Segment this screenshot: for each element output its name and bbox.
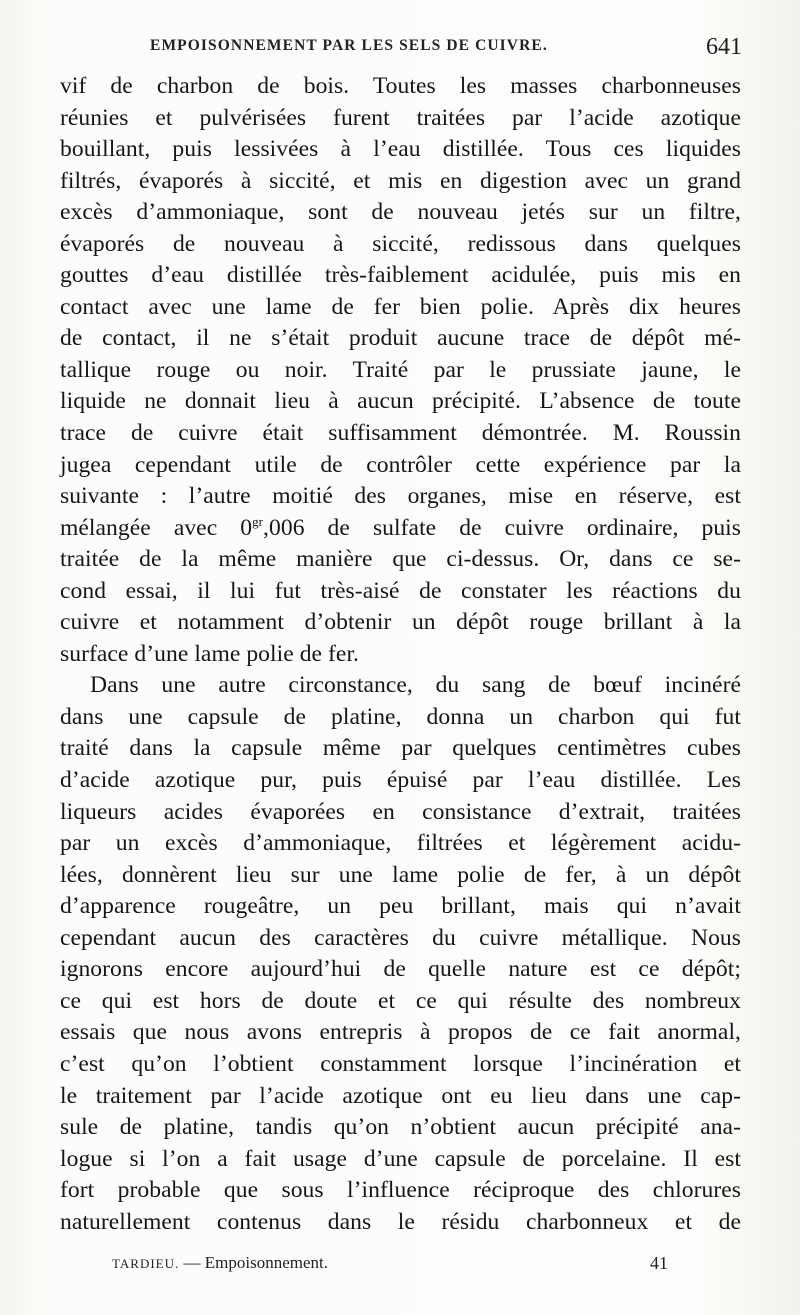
text-line: réunies et pulvérisées furent traitées par l’acide azotique bbox=[60, 104, 741, 131]
text-line: bouillant, puis lessivées à l’eau distillée. Tous ces liquides bbox=[60, 136, 741, 163]
footer-separator: — bbox=[179, 1253, 205, 1272]
text-line: c’est qu’on l’obtient constamment lorsque l’incinération et bbox=[60, 1050, 741, 1077]
text-line: mélangée avec $0^{gr},006$ de sulfate de cuivre ordinaire, puis bbox=[60, 513, 741, 541]
text-line: d’acide azotique pur, puis épuisé par l’eau distillée. Les bbox=[60, 767, 741, 794]
text-line: évaporés de nouveau à siccité, redissous dans quelques bbox=[60, 230, 741, 257]
text-line: fort probable que sous l’influence réciproque des chlorures bbox=[60, 1177, 741, 1204]
text-line: traitée de la même manière que ci-dessus. Or, dans ce se- bbox=[60, 546, 741, 573]
text-line: d’apparence rougeâtre, un peu brillant, mais qui n’avait bbox=[60, 893, 741, 920]
text-line: le traitement par l’acide azotique ont eu lieu dans une cap- bbox=[60, 1082, 741, 1109]
text-line: vif de charbon de bois. Toutes les masses charbonneuses bbox=[60, 73, 741, 99]
text-line: sule de platine, tandis qu’on n’obtient aucun précipité ana- bbox=[60, 1114, 741, 1141]
text-line: gouttes d’eau distillée très-faiblement acidulée, puis mis en bbox=[60, 262, 741, 289]
text-line: ignorons encore aujourd’hui de quelle nature est ce dépôt; bbox=[60, 956, 741, 983]
text-line: logue si l’on a fait usage d’une capsule de porcelaine. Il est bbox=[60, 1145, 741, 1172]
footer-author: TARDIEU. bbox=[112, 1256, 180, 1271]
paragraph bbox=[60, 670, 741, 1238]
text-line: ce qui est hors de doute et ce qui résulte des nombreux bbox=[60, 987, 741, 1014]
text-line: par un excès d’ammoniaque, filtrées et légèrement acidu- bbox=[60, 830, 741, 857]
text-line: cependant aucun des caractères du cuivre métallique. Nous bbox=[60, 924, 741, 951]
text-line: de contact, il ne s’était produit aucune trace de dépôt mé- bbox=[60, 325, 741, 352]
text-line: filtrés, évaporés à siccité, et mis en digestion avec un grand bbox=[60, 167, 741, 194]
text-line: suivante : l’autre moitié des organes, mise en réserve, est bbox=[60, 483, 741, 510]
text-line: lées, donnèrent lieu sur une lame polie de fer, à un dépôt bbox=[60, 861, 741, 888]
text-line: dans une capsule de platine, donna un charbon qui fut bbox=[60, 703, 741, 730]
text-line: surface d’une lame polie de fer. bbox=[60, 640, 359, 667]
text-line: Dans une autre circonstance, du sang de bœuf incinéré bbox=[90, 672, 741, 699]
text-line: essais que nous avons entrepris à propos de ce fait anormal, bbox=[60, 1019, 741, 1046]
page-number: 641 bbox=[706, 34, 742, 60]
footer-book-title: Empoisonnement. bbox=[204, 1253, 328, 1272]
running-title: EMPOISONNEMENT PAR LES SELS DE CUIVRE. bbox=[150, 37, 548, 54]
running-header bbox=[150, 34, 742, 68]
text-line: jugea cependant utile de contrôler cette expérience par la bbox=[60, 451, 741, 478]
text-line: cuivre et notamment d’obtenir un dépôt rouge brillant à la bbox=[60, 609, 741, 636]
text-line: trace de cuivre était suffisamment démontrée. M. Roussin bbox=[60, 420, 741, 447]
text-line: tallique rouge ou noir. Traité par le prussiate jaune, le bbox=[60, 356, 741, 383]
text-line: excès d’ammoniaque, sont de nouveau jetés sur un filtre, bbox=[60, 199, 741, 226]
text-line: liquide ne donnait lieu à aucun précipité. L’absence de toute bbox=[60, 388, 741, 415]
page-footer bbox=[112, 1253, 668, 1279]
signature-mark: 41 bbox=[650, 1253, 668, 1273]
text-line: liqueurs acides évaporées en consistance d’extrait, traitées bbox=[60, 798, 741, 825]
body-text bbox=[60, 71, 741, 1238]
text-line: traité dans la capsule même par quelques centimètres cubes bbox=[60, 735, 741, 762]
text-line: contact avec une lame de fer bien polie. Après dix heures bbox=[60, 293, 741, 320]
paragraph bbox=[60, 71, 741, 670]
footer-author-title bbox=[112, 1253, 328, 1273]
text-line: cond essai, il lui fut très-aisé de constater les réactions du bbox=[60, 577, 741, 604]
text-line: naturellement contenus dans le résidu charbonneux et de bbox=[60, 1208, 741, 1235]
